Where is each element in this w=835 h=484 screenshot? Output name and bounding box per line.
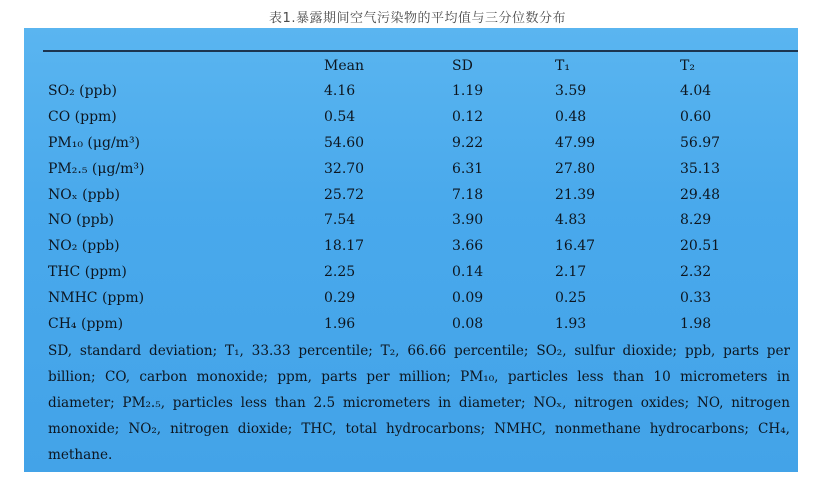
cell-mean: 54.60 (324, 134, 365, 151)
cell-sd: 0.08 (452, 315, 484, 332)
cell-mean: 0.54 (324, 108, 356, 125)
header-cell-mean: Mean (324, 58, 364, 74)
table-row (48, 233, 790, 259)
header-cell-t1: T₁ (555, 58, 570, 74)
table-header-row (48, 54, 790, 78)
table-caption: 表1.暴露期间空气污染物的平均值与三分位数分布 (269, 11, 566, 26)
cell-sd: 7.18 (452, 186, 484, 203)
pollutant-table (48, 54, 790, 337)
cell-t1: 16.47 (555, 238, 596, 255)
table-row (48, 259, 790, 285)
cell-mean: 18.17 (324, 238, 365, 255)
table-row (48, 285, 790, 311)
row-label: CH₄ (ppm) (48, 315, 124, 332)
cell-sd: 0.14 (452, 264, 484, 281)
table-row (48, 156, 790, 182)
cell-sd: 0.12 (452, 108, 484, 125)
cell-t1: 1.93 (555, 315, 587, 332)
cell-sd: 3.66 (452, 238, 484, 255)
cell-t2: 20.51 (680, 238, 721, 255)
cell-t1: 2.17 (555, 264, 587, 281)
header-cell-t2: T₂ (680, 58, 695, 74)
cell-mean: 0.29 (324, 290, 356, 307)
cell-t1: 3.59 (555, 82, 587, 99)
row-label: NO₂ (ppb) (48, 238, 120, 255)
cell-t2: 0.60 (680, 108, 712, 125)
cell-mean: 32.70 (324, 160, 365, 177)
row-label: SO₂ (ppb) (48, 82, 117, 99)
cell-t1: 4.83 (555, 212, 587, 229)
row-label: PM₂.₅ (μg/m³) (48, 160, 145, 177)
cell-t1: 0.48 (555, 108, 587, 125)
cell-t1: 27.80 (555, 160, 596, 177)
cell-t1: 21.39 (555, 186, 596, 203)
cell-t2: 0.33 (680, 290, 712, 307)
table-top-rule (43, 50, 798, 52)
table-row (48, 207, 790, 233)
cell-mean: 2.25 (324, 264, 356, 281)
row-label: NO (ppb) (48, 212, 114, 229)
cell-t1: 47.99 (555, 134, 596, 151)
cell-t2: 35.13 (680, 160, 721, 177)
table-row (48, 78, 790, 104)
row-label: NMHC (ppm) (48, 290, 145, 307)
table-row (48, 311, 790, 337)
row-label: NOₓ (ppb) (48, 186, 120, 203)
cell-t2: 29.48 (680, 186, 721, 203)
table-row (48, 182, 790, 208)
cell-t2: 4.04 (680, 82, 712, 99)
table-row (48, 104, 790, 130)
table-row (48, 130, 790, 156)
cell-sd: 9.22 (452, 134, 484, 151)
cell-mean: 7.54 (324, 212, 356, 229)
cell-t2: 2.32 (680, 264, 712, 281)
cell-t2: 56.97 (680, 134, 721, 151)
cell-sd: 3.90 (452, 212, 484, 229)
row-label: THC (ppm) (48, 264, 127, 281)
table-footnote: SD, standard deviation; T₁, 33.33 percentile; T₂, 66.66 percentile; SO₂, sulfur dioxide; ppb, parts per billion; CO, carbon monoxide; ppm, parts per million; PM₁₀, particles less than 10 micrometers in diameter; PM₂.₅, particles less than 2.5 micrometers in diameter; NOₓ, nitrogen oxides; NO, nitrogen monoxide; NO₂, nitrogen dioxide; THC, total hydrocarbons; NMHC, nonmethane hydrocarbons; CH₄, methane. (48, 343, 790, 463)
cell-t2: 1.98 (680, 315, 712, 332)
row-label: CO (ppm) (48, 108, 117, 125)
cell-sd: 1.19 (452, 82, 484, 99)
cell-mean: 25.72 (324, 186, 365, 203)
cell-mean: 1.96 (324, 315, 356, 332)
row-label: PM₁₀ (μg/m³) (48, 134, 141, 151)
cell-sd: 6.31 (452, 160, 484, 177)
cell-t1: 0.25 (555, 290, 587, 307)
cell-mean: 4.16 (324, 82, 356, 99)
cell-t2: 8.29 (680, 212, 712, 229)
table-panel (24, 28, 798, 472)
header-cell-sd: SD (452, 58, 473, 74)
header-cell-label (48, 54, 324, 78)
cell-sd: 0.09 (452, 290, 484, 307)
